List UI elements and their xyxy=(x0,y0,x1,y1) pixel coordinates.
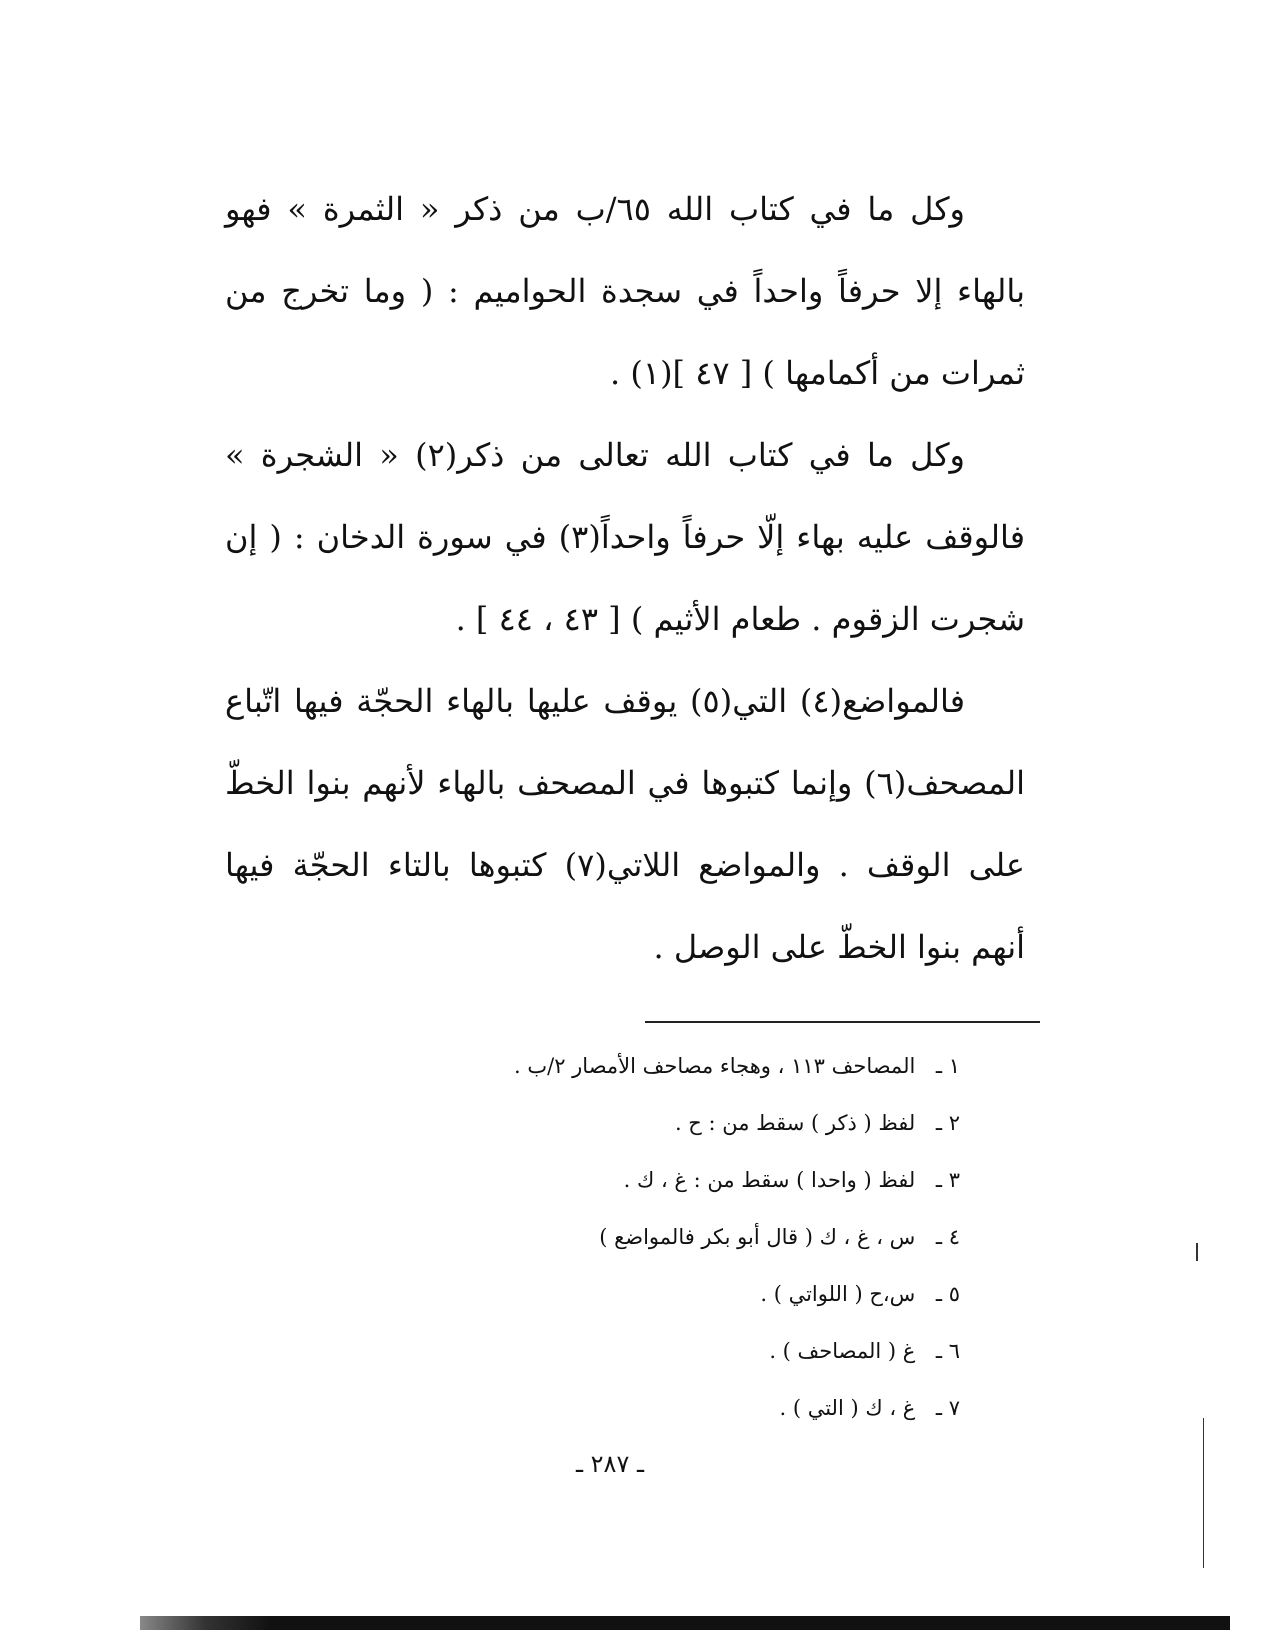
scan-edge-mark xyxy=(1196,1243,1198,1261)
footnote-separator xyxy=(645,1021,1040,1023)
footnote-text: المصاحف ١١٣ ، وهجاء مصاحف الأمصار ٢/ب . xyxy=(514,1054,916,1078)
footnote-number: ٣ ـ xyxy=(935,1168,960,1192)
footnote xyxy=(300,1209,960,1266)
paragraph: فالمواضع(٤) التي(٥) يوقف عليها بالهاء الحجّة فيها اتّباع المصحف(٦) وإنما كتبوها في المصحف بالهاء لأنهم بنوا الخطّ على الوقف . والمواضع اللاتي(٧) كتبوها بالتاء الحجّة فيها أنهم بنوا الخطّ على الوصل . xyxy=(225,682,1025,966)
footnote xyxy=(300,1038,960,1095)
footnote xyxy=(300,1095,960,1152)
footnote xyxy=(300,1266,960,1323)
footnote xyxy=(300,1380,960,1437)
footnote xyxy=(300,1152,960,1209)
footnote-text: لفظ ( واحدا ) سقط من : غ ، ك . xyxy=(623,1168,916,1192)
footnote-text: س،ح ( اللواتي ) . xyxy=(760,1282,916,1306)
footnote-number: ٤ ـ xyxy=(935,1225,960,1249)
footnote xyxy=(300,1323,960,1380)
paragraph: وكل ما في كتاب الله ٦٥/ب من ذكر « الثمرة » فهو بالهاء إلا حرفاً واحداً في سجدة الحواميم : ( وما تخرج من ثمرات من أكمامها ) [ ٤٧ ](١) . xyxy=(225,190,1025,392)
main-text xyxy=(225,168,1025,988)
footnote-number: ٧ ـ xyxy=(935,1396,960,1420)
footnote-number: ٥ ـ xyxy=(935,1282,960,1306)
footnote-number: ٦ ـ xyxy=(935,1339,960,1363)
paragraph: وكل ما في كتاب الله تعالى من ذكر(٢) « الشجرة » فالوقف عليه بهاء إلّا حرفاً واحداً(٣) في سورة الدخان : ( إن شجرت الزقوم . طعام الأثيم ) [ ٤٣ ، ٤٤ ] . xyxy=(225,436,1026,638)
page-number: ـ ٢٨٧ ـ xyxy=(575,1450,644,1478)
scan-bottom-band xyxy=(140,1616,1230,1630)
footnote-number: ٢ ـ xyxy=(935,1111,960,1135)
footnote-text: س ، غ ، ك ( قال أبو بكر فالمواضع ) xyxy=(599,1225,916,1249)
scan-edge-mark xyxy=(1203,1418,1204,1568)
footnote-text: غ ( المصاحف ) . xyxy=(769,1339,916,1363)
footnote-number: ١ ـ xyxy=(935,1054,960,1078)
footnote-text: غ ، ك ( التي ) . xyxy=(779,1396,916,1420)
footnote-text: لفظ ( ذكر ) سقط من : ح . xyxy=(674,1111,916,1135)
footnotes-list xyxy=(300,1038,960,1437)
